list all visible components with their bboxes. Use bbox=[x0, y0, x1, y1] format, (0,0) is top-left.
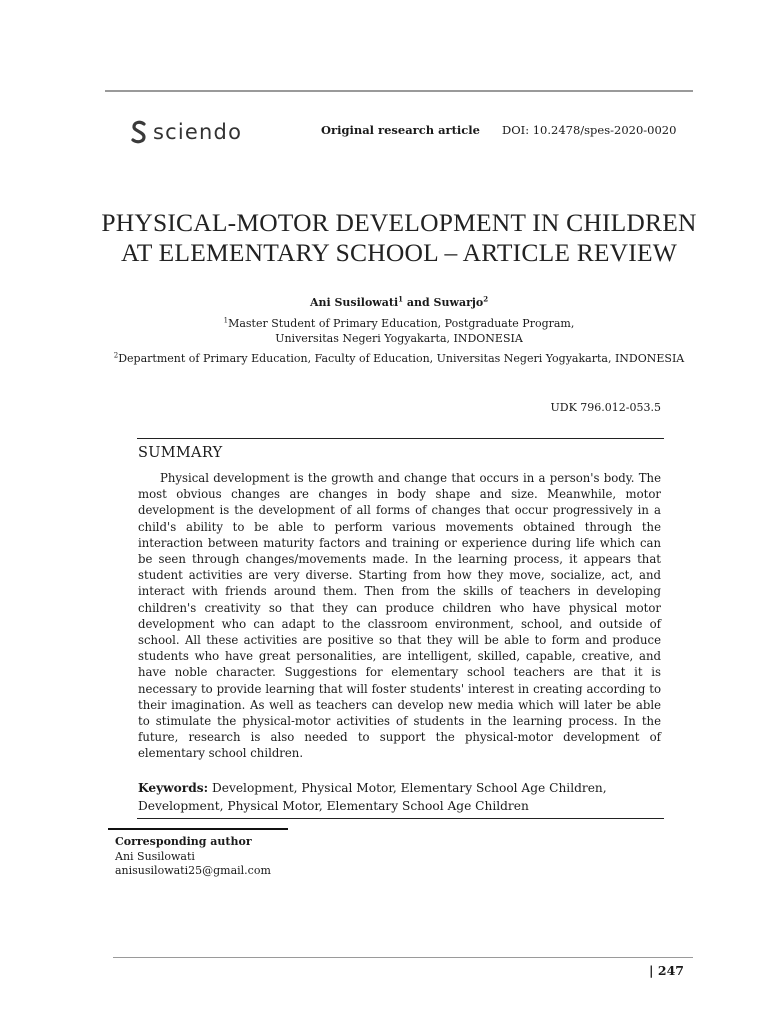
title-line-1: PHYSICAL-MOTOR DEVELOPMENT IN CHILDREN bbox=[101, 208, 697, 237]
summary-heading: SUMMARY bbox=[138, 445, 223, 461]
affiliation-2-sup: 2 bbox=[113, 351, 119, 360]
keywords-line-2: Development, Physical Motor, Elementary School Age Children bbox=[138, 798, 529, 813]
sciendo-s-logo-icon bbox=[131, 120, 147, 144]
footer-rule bbox=[113, 957, 693, 958]
summary-bottom-rule bbox=[137, 818, 664, 819]
author-1: Ani Susilowati bbox=[309, 296, 399, 309]
author-2: Suwarjo bbox=[433, 296, 484, 309]
corresponding-author-name: Ani Susilowati bbox=[115, 850, 195, 863]
affiliation-1-line-2: Universitas Negeri Yogyakarta, INDONESIA bbox=[275, 332, 523, 345]
summary-top-rule bbox=[137, 438, 664, 439]
author-connector: and bbox=[403, 296, 434, 309]
corresponding-rule bbox=[108, 828, 288, 830]
summary-text: Physical development is the growth and change that occurs in a person's body. The most obvious changes are changes in body shape and size. Meanwhile, motor development is the development of all forms of changes that occur progressively in a child's ability to be able to perform various movements obtained through the interaction between maturity factors and training or experience during life which can be seen through changes/movements made. In the learning process, it appears that student activities are very diverse. Starting from how they move, socialize, act, and interact with friends around them. Then from the skills of teachers in developing children's creativity so that they can produce children who have physical motor development who can adapt to the classroom environment, school, and outside of school. All these activities are positive so that they will be able to form and produce students who have great personalities, are intelligent, skilled, capable, creative, and have noble character. Suggestions for elementary school teachers are that it is necessary to provide learning that will foster students' interest in creating according to their imagination. As well as teachers can develop new media which will later be able to stimulate the physical-motor activities of students in the learning process. In the future, research is also needed to support the physical-motor development of elementary school children. bbox=[138, 471, 661, 761]
keywords bbox=[138, 780, 661, 815]
corresponding-author-label: Corresponding author bbox=[115, 835, 252, 848]
author-2-sup: 2 bbox=[483, 294, 489, 304]
header-rule bbox=[105, 90, 693, 92]
keywords-line-1: Development, Physical Motor, Elementary School Age Children, bbox=[208, 781, 607, 795]
author-1-sup: 1 bbox=[398, 294, 404, 304]
page-number: | 247 bbox=[649, 963, 684, 978]
keywords-label: Keywords: bbox=[138, 781, 209, 795]
authors bbox=[200, 296, 598, 309]
article-type: Original research article bbox=[321, 123, 480, 137]
affiliation-1 bbox=[180, 316, 618, 346]
logo-text: sciendo bbox=[153, 120, 243, 144]
affiliation-2 bbox=[110, 352, 688, 365]
doi: DOI: 10.2478/spes-2020-0020 bbox=[502, 123, 677, 137]
affiliation-1-sup: 1 bbox=[223, 316, 229, 325]
corresponding-author-email[interactable]: anisusilowati25@gmail.com bbox=[115, 864, 271, 877]
affiliation-2-text: Department of Primary Education, Faculty of Education, Universitas Negeri Yogyakarta, INDONESIA bbox=[118, 352, 685, 365]
publisher-logo bbox=[131, 118, 242, 146]
affiliation-1-line-1: Master Student of Primary Education, Postgraduate Program, bbox=[228, 317, 575, 330]
udk-code: UDK 796.012-053.5 bbox=[550, 401, 661, 414]
title-line-2: AT ELEMENTARY SCHOOL – ARTICLE REVIEW bbox=[120, 238, 678, 267]
article-title bbox=[100, 208, 698, 268]
